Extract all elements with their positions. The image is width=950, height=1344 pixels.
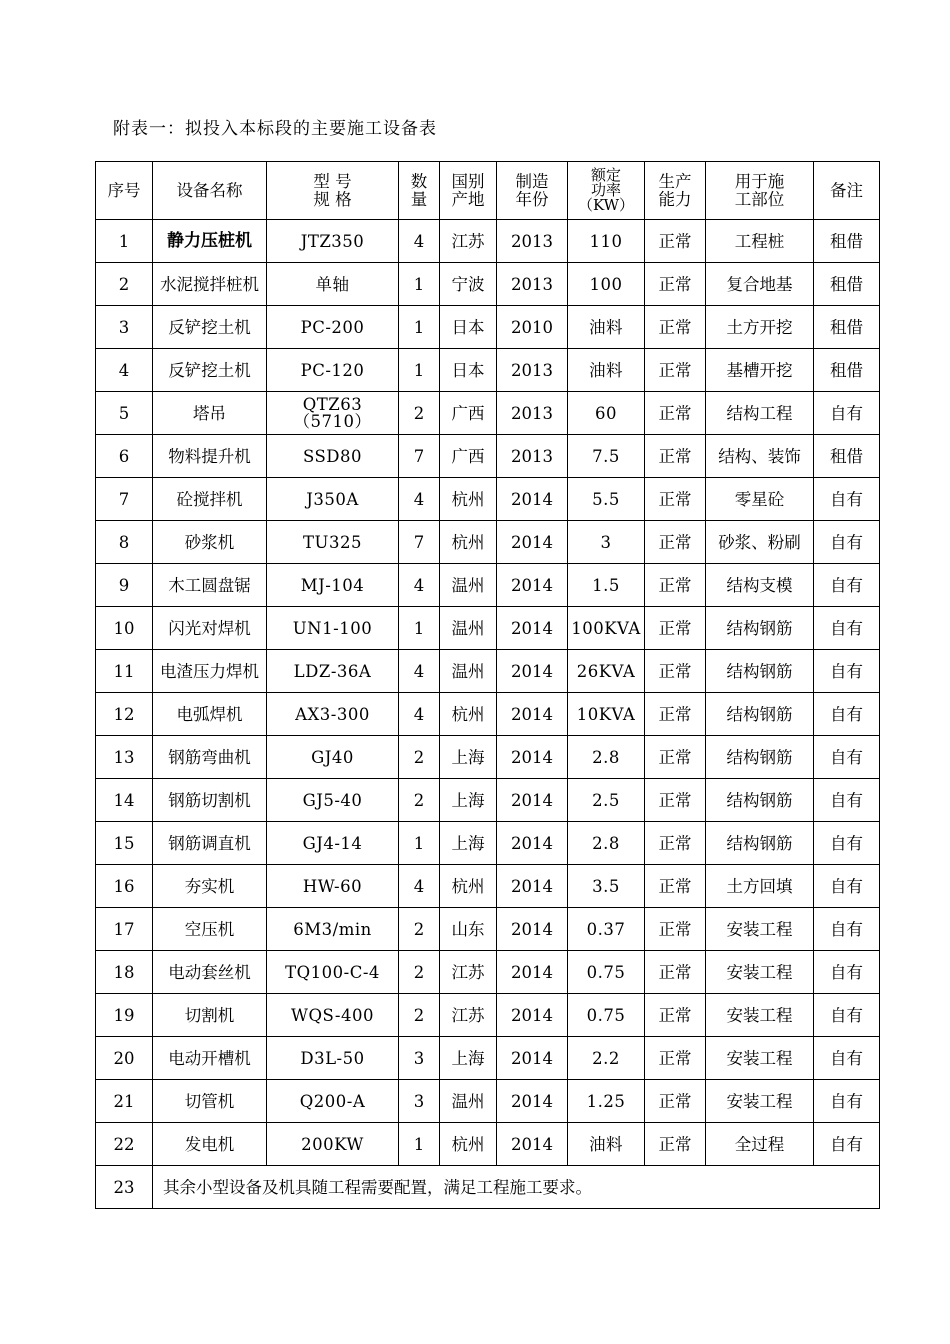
table-row: [96, 865, 880, 908]
header-usage: 用于施 工部位: [706, 162, 814, 220]
cell-remark: 自有: [814, 564, 880, 607]
cell-remark: 自有: [814, 865, 880, 908]
cell-name: 反铲挖土机: [153, 349, 267, 392]
cell-origin: 上海: [440, 779, 497, 822]
cell-remark: 自有: [814, 392, 880, 435]
table-row: [96, 263, 880, 306]
table-row: [96, 650, 880, 693]
table-row: [96, 994, 880, 1037]
cell-power: 60: [568, 392, 645, 435]
cell-usage: 基槽开挖: [706, 349, 814, 392]
cell-power: 油料: [568, 349, 645, 392]
cell-origin: 杭州: [440, 693, 497, 736]
cell-model: PC-120: [267, 349, 399, 392]
cell-power: 100KVA: [568, 607, 645, 650]
cell-qty: 4: [399, 693, 440, 736]
cell-name: 切割机: [153, 994, 267, 1037]
table-row: [96, 306, 880, 349]
cell-remark: 自有: [814, 607, 880, 650]
table-row: [96, 220, 880, 263]
cell-qty: 1: [399, 822, 440, 865]
cell-origin: 杭州: [440, 521, 497, 564]
cell-usage: 结构钢筋: [706, 736, 814, 779]
cell-model: JTZ350: [267, 220, 399, 263]
cell-year: 2014: [497, 736, 568, 779]
cell-remark: 自有: [814, 822, 880, 865]
table-row: [96, 478, 880, 521]
cell-seq: 3: [96, 306, 153, 349]
cell-capacity: 正常: [645, 1080, 706, 1123]
cell-power: 0.37: [568, 908, 645, 951]
cell-name: 夯实机: [153, 865, 267, 908]
cell-power: 油料: [568, 306, 645, 349]
cell-seq: 21: [96, 1080, 153, 1123]
cell-origin: 江苏: [440, 220, 497, 263]
cell-capacity: 正常: [645, 951, 706, 994]
cell-qty: 4: [399, 865, 440, 908]
cell-seq: 16: [96, 865, 153, 908]
cell-power: 2.5: [568, 779, 645, 822]
cell-usage: 安装工程: [706, 1080, 814, 1123]
cell-model: TQ100-C-4: [267, 951, 399, 994]
table-row: [96, 607, 880, 650]
cell-usage: 结构钢筋: [706, 650, 814, 693]
cell-name: 电弧焊机: [153, 693, 267, 736]
cell-capacity: 正常: [645, 392, 706, 435]
cell-power: 1.25: [568, 1080, 645, 1123]
cell-qty: 2: [399, 908, 440, 951]
cell-power: 3.5: [568, 865, 645, 908]
cell-seq: 9: [96, 564, 153, 607]
cell-remark: 租借: [814, 306, 880, 349]
cell-name: 塔吊: [153, 392, 267, 435]
cell-power: 3: [568, 521, 645, 564]
cell-origin: 杭州: [440, 865, 497, 908]
cell-seq: 5: [96, 392, 153, 435]
cell-qty: 3: [399, 1080, 440, 1123]
cell-name: 物料提升机: [153, 435, 267, 478]
header-year: 制造 年份: [497, 162, 568, 220]
cell-origin: 上海: [440, 736, 497, 779]
cell-capacity: 正常: [645, 1037, 706, 1080]
cell-origin: 温州: [440, 650, 497, 693]
cell-model: GJ40: [267, 736, 399, 779]
cell-year: 2010: [497, 306, 568, 349]
cell-power: 0.75: [568, 994, 645, 1037]
cell-remark: 自有: [814, 951, 880, 994]
cell-capacity: 正常: [645, 865, 706, 908]
cell-name: 钢筋弯曲机: [153, 736, 267, 779]
cell-remark: 自有: [814, 521, 880, 564]
cell-remark: 自有: [814, 478, 880, 521]
cell-year: 2014: [497, 607, 568, 650]
cell-name: 闪光对焊机: [153, 607, 267, 650]
cell-seq: 20: [96, 1037, 153, 1080]
header-model: 型 号 规 格: [267, 162, 399, 220]
cell-usage: 结构钢筋: [706, 693, 814, 736]
cell-model: GJ4-14: [267, 822, 399, 865]
cell-capacity: 正常: [645, 779, 706, 822]
cell-year: 2014: [497, 1123, 568, 1166]
cell-model: QTZ63（5710）: [267, 392, 399, 435]
cell-qty: 1: [399, 263, 440, 306]
header-row: [96, 162, 880, 220]
table-header: [96, 162, 880, 220]
table-row: [96, 1037, 880, 1080]
cell-capacity: 正常: [645, 650, 706, 693]
cell-capacity: 正常: [645, 349, 706, 392]
cell-seq: 4: [96, 349, 153, 392]
cell-name: 反铲挖土机: [153, 306, 267, 349]
cell-remark: 自有: [814, 1037, 880, 1080]
cell-seq: 23: [96, 1166, 153, 1209]
cell-remark: 租借: [814, 220, 880, 263]
cell-seq: 10: [96, 607, 153, 650]
cell-remark: 租借: [814, 349, 880, 392]
equipment-table: [95, 161, 880, 1209]
cell-remark: 租借: [814, 435, 880, 478]
cell-capacity: 正常: [645, 908, 706, 951]
cell-year: 2013: [497, 220, 568, 263]
cell-usage: 结构钢筋: [706, 779, 814, 822]
cell-qty: 7: [399, 435, 440, 478]
cell-origin: 广西: [440, 435, 497, 478]
cell-origin: 江苏: [440, 951, 497, 994]
cell-usage: 结构钢筋: [706, 607, 814, 650]
cell-model: WQS-400: [267, 994, 399, 1037]
cell-seq: 17: [96, 908, 153, 951]
cell-capacity: 正常: [645, 1123, 706, 1166]
cell-seq: 6: [96, 435, 153, 478]
cell-year: 2014: [497, 951, 568, 994]
cell-power: 1.5: [568, 564, 645, 607]
cell-name: 静力压桩机: [153, 220, 267, 263]
cell-qty: 4: [399, 564, 440, 607]
cell-qty: 2: [399, 994, 440, 1037]
cell-model: 200KW: [267, 1123, 399, 1166]
cell-remark: 租借: [814, 263, 880, 306]
cell-remark: 自有: [814, 908, 880, 951]
cell-capacity: 正常: [645, 478, 706, 521]
header-name: 设备名称: [153, 162, 267, 220]
cell-power: 110: [568, 220, 645, 263]
cell-capacity: 正常: [645, 994, 706, 1037]
cell-year: 2014: [497, 779, 568, 822]
cell-seq: 1: [96, 220, 153, 263]
header-power: 额定 功率 （KW）: [568, 162, 645, 220]
cell-model: 6M3/min: [267, 908, 399, 951]
footer-note: 其余小型设备及机具随工程需要配置，满足工程施工要求。: [153, 1166, 880, 1209]
cell-name: 电渣压力焊机: [153, 650, 267, 693]
cell-origin: 宁波: [440, 263, 497, 306]
cell-power: 2.8: [568, 822, 645, 865]
cell-model: LDZ-36A: [267, 650, 399, 693]
cell-capacity: 正常: [645, 263, 706, 306]
cell-year: 2014: [497, 521, 568, 564]
cell-origin: 江苏: [440, 994, 497, 1037]
cell-model: D3L-50: [267, 1037, 399, 1080]
cell-remark: 自有: [814, 779, 880, 822]
table-row: [96, 392, 880, 435]
cell-remark: 自有: [814, 650, 880, 693]
cell-power: 0.75: [568, 951, 645, 994]
cell-year: 2014: [497, 865, 568, 908]
cell-usage: 零星砼: [706, 478, 814, 521]
cell-model: PC-200: [267, 306, 399, 349]
cell-usage: 安装工程: [706, 994, 814, 1037]
cell-model: SSD80: [267, 435, 399, 478]
cell-model: Q200-A: [267, 1080, 399, 1123]
cell-usage: 安装工程: [706, 1037, 814, 1080]
cell-seq: 13: [96, 736, 153, 779]
cell-usage: 结构工程: [706, 392, 814, 435]
table-row: [96, 349, 880, 392]
cell-capacity: 正常: [645, 521, 706, 564]
cell-remark: 自有: [814, 1123, 880, 1166]
table-row: [96, 521, 880, 564]
table-row: [96, 736, 880, 779]
cell-origin: 上海: [440, 1037, 497, 1080]
cell-name: 电动开槽机: [153, 1037, 267, 1080]
cell-power: 26KVA: [568, 650, 645, 693]
cell-model: J350A: [267, 478, 399, 521]
cell-model: UN1-100: [267, 607, 399, 650]
cell-remark: 自有: [814, 736, 880, 779]
cell-year: 2013: [497, 263, 568, 306]
cell-year: 2014: [497, 1080, 568, 1123]
header-remark: 备注: [814, 162, 880, 220]
cell-capacity: 正常: [645, 736, 706, 779]
cell-seq: 14: [96, 779, 153, 822]
table-row: [96, 693, 880, 736]
cell-qty: 4: [399, 220, 440, 263]
cell-origin: 广西: [440, 392, 497, 435]
cell-origin: 日本: [440, 306, 497, 349]
header-origin: 国别 产地: [440, 162, 497, 220]
cell-name: 切管机: [153, 1080, 267, 1123]
cell-qty: 7: [399, 521, 440, 564]
cell-capacity: 正常: [645, 220, 706, 263]
cell-power: 100: [568, 263, 645, 306]
document-title: 附表一：拟投入本标段的主要施工设备表: [113, 119, 437, 139]
cell-seq: 2: [96, 263, 153, 306]
cell-remark: 自有: [814, 994, 880, 1037]
cell-year: 2013: [497, 392, 568, 435]
cell-year: 2014: [497, 693, 568, 736]
header-seq: 序号: [96, 162, 153, 220]
cell-model: TU325: [267, 521, 399, 564]
cell-year: 2014: [497, 822, 568, 865]
cell-power: 7.5: [568, 435, 645, 478]
cell-usage: 工程桩: [706, 220, 814, 263]
cell-qty: 1: [399, 349, 440, 392]
cell-name: 砂浆机: [153, 521, 267, 564]
cell-name: 砼搅拌机: [153, 478, 267, 521]
cell-seq: 19: [96, 994, 153, 1037]
cell-qty: 4: [399, 478, 440, 521]
table-row: [96, 1080, 880, 1123]
cell-power: 2.8: [568, 736, 645, 779]
header-qty: 数 量: [399, 162, 440, 220]
cell-year: 2013: [497, 349, 568, 392]
cell-seq: 22: [96, 1123, 153, 1166]
table-row: [96, 951, 880, 994]
cell-usage: 结构、装饰: [706, 435, 814, 478]
cell-capacity: 正常: [645, 693, 706, 736]
cell-origin: 杭州: [440, 478, 497, 521]
table-row: [96, 1123, 880, 1166]
cell-capacity: 正常: [645, 306, 706, 349]
cell-year: 2014: [497, 478, 568, 521]
cell-year: 2013: [497, 435, 568, 478]
cell-usage: 安装工程: [706, 908, 814, 951]
cell-usage: 土方回填: [706, 865, 814, 908]
table-body: [96, 220, 880, 1209]
cell-origin: 山东: [440, 908, 497, 951]
cell-year: 2014: [497, 564, 568, 607]
cell-seq: 7: [96, 478, 153, 521]
cell-usage: 复合地基: [706, 263, 814, 306]
cell-year: 2014: [497, 650, 568, 693]
cell-power: 油料: [568, 1123, 645, 1166]
cell-model: GJ5-40: [267, 779, 399, 822]
cell-power: 2.2: [568, 1037, 645, 1080]
table-row: [96, 908, 880, 951]
cell-usage: 安装工程: [706, 951, 814, 994]
cell-seq: 18: [96, 951, 153, 994]
cell-origin: 上海: [440, 822, 497, 865]
cell-capacity: 正常: [645, 822, 706, 865]
cell-name: 水泥搅拌桩机: [153, 263, 267, 306]
table-row: [96, 779, 880, 822]
cell-year: 2014: [497, 994, 568, 1037]
cell-name: 发电机: [153, 1123, 267, 1166]
cell-model: 单轴: [267, 263, 399, 306]
cell-seq: 11: [96, 650, 153, 693]
cell-name: 电动套丝机: [153, 951, 267, 994]
cell-capacity: 正常: [645, 607, 706, 650]
cell-model: HW-60: [267, 865, 399, 908]
cell-power: 10KVA: [568, 693, 645, 736]
cell-capacity: 正常: [645, 564, 706, 607]
table-row: [96, 435, 880, 478]
cell-qty: 4: [399, 650, 440, 693]
cell-power: 5.5: [568, 478, 645, 521]
cell-seq: 8: [96, 521, 153, 564]
cell-seq: 15: [96, 822, 153, 865]
table-row: [96, 822, 880, 865]
table-row: [96, 564, 880, 607]
cell-year: 2014: [497, 908, 568, 951]
cell-model: MJ-104: [267, 564, 399, 607]
cell-qty: 1: [399, 607, 440, 650]
cell-usage: 全过程: [706, 1123, 814, 1166]
cell-qty: 3: [399, 1037, 440, 1080]
cell-origin: 温州: [440, 607, 497, 650]
cell-origin: 温州: [440, 1080, 497, 1123]
cell-origin: 温州: [440, 564, 497, 607]
cell-remark: 自有: [814, 693, 880, 736]
footer-row: [96, 1166, 880, 1209]
cell-origin: 日本: [440, 349, 497, 392]
cell-qty: 2: [399, 392, 440, 435]
cell-qty: 2: [399, 779, 440, 822]
cell-name: 钢筋调直机: [153, 822, 267, 865]
cell-model: AX3-300: [267, 693, 399, 736]
cell-qty: 1: [399, 306, 440, 349]
header-capacity: 生产 能力: [645, 162, 706, 220]
cell-name: 木工圆盘锯: [153, 564, 267, 607]
cell-name: 钢筋切割机: [153, 779, 267, 822]
cell-qty: 2: [399, 951, 440, 994]
cell-capacity: 正常: [645, 435, 706, 478]
cell-usage: 结构钢筋: [706, 822, 814, 865]
cell-remark: 自有: [814, 1080, 880, 1123]
cell-usage: 结构支模: [706, 564, 814, 607]
cell-origin: 杭州: [440, 1123, 497, 1166]
cell-usage: 土方开挖: [706, 306, 814, 349]
cell-qty: 1: [399, 1123, 440, 1166]
cell-seq: 12: [96, 693, 153, 736]
cell-qty: 2: [399, 736, 440, 779]
cell-name: 空压机: [153, 908, 267, 951]
cell-usage: 砂浆、粉刷: [706, 521, 814, 564]
cell-year: 2014: [497, 1037, 568, 1080]
